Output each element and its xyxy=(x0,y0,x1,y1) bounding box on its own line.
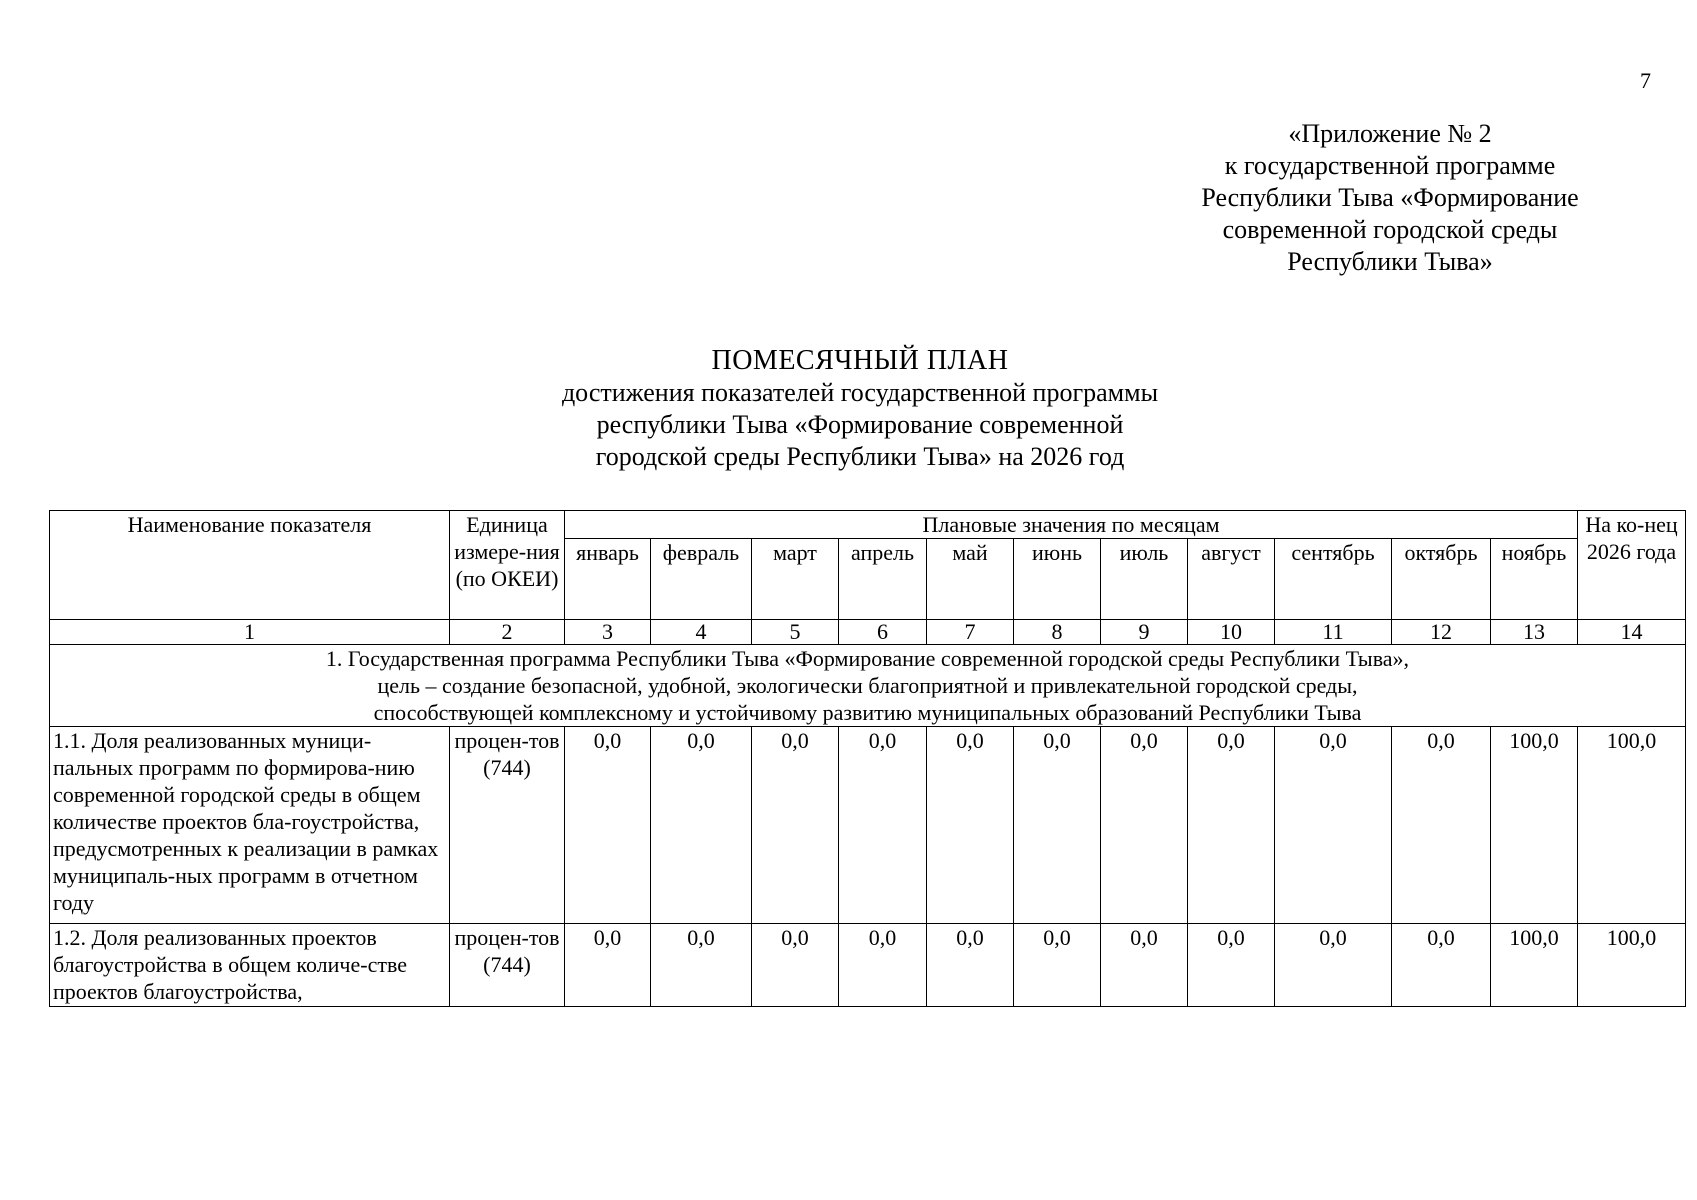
indicator-unit: процен-тов (744) xyxy=(450,727,565,924)
value-cell: 0,0 xyxy=(1392,727,1491,924)
section-line: цель – создание безопасной, удобной, экологически благоприятной и привлекательной городской среды, xyxy=(377,673,1358,698)
column-number: 14 xyxy=(1578,620,1686,645)
subtitle-line: достижения показателей государственной программы xyxy=(561,378,1159,407)
column-number: 8 xyxy=(1014,620,1101,645)
table-row xyxy=(50,727,1686,924)
table-row xyxy=(50,924,1686,1007)
indicator-unit: процен-тов (744) xyxy=(450,924,565,1007)
value-cell: 0,0 xyxy=(1014,924,1101,1007)
subtitle-line: республики Тыва «Формирование современной xyxy=(596,410,1124,439)
value-cell: 0,0 xyxy=(927,924,1014,1007)
subtitle-line: городской среды Республики Тыва» на 2026 год xyxy=(595,442,1125,471)
column-number: 13 xyxy=(1491,620,1578,645)
column-number: 7 xyxy=(927,620,1014,645)
value-cell: 100,0 xyxy=(1578,727,1686,924)
appendix-note xyxy=(1150,118,1630,278)
column-number: 12 xyxy=(1392,620,1491,645)
header-month: март xyxy=(752,539,839,620)
document-title xyxy=(430,345,1290,473)
header-end-of-year: На ко-нец 2026 года xyxy=(1578,511,1686,620)
value-cell: 0,0 xyxy=(839,727,927,924)
header-planned: Плановые значения по месяцам xyxy=(565,511,1578,539)
column-number-row xyxy=(50,620,1686,645)
header-month: июль xyxy=(1101,539,1188,620)
value-cell: 0,0 xyxy=(1188,924,1275,1007)
indicator-name: 1.1. Доля реализованных муници-пальных программ по формирова-нию современной городской среды в общем количестве проектов бла-гоустройства, предусмотренных к реализации в рамках муниципаль-ных программ в отчетном году xyxy=(50,727,450,924)
value-cell: 0,0 xyxy=(1101,924,1188,1007)
page-number: 7 xyxy=(1640,68,1651,93)
header-month: ноябрь xyxy=(1491,539,1578,620)
value-cell: 0,0 xyxy=(1275,727,1392,924)
value-cell: 0,0 xyxy=(565,924,651,1007)
section-heading xyxy=(50,645,1686,727)
appendix-line: современной городской среды xyxy=(1222,215,1558,244)
value-cell: 100,0 xyxy=(1491,727,1578,924)
appendix-line: к государственной программе xyxy=(1224,151,1556,180)
indicator-name: 1.2. Доля реализованных проектов благоустройства в общем количе-стве проектов благоустройства, xyxy=(50,924,450,1007)
monthly-plan-table xyxy=(49,510,1686,1007)
section-line: способствующей комплексному и устойчивому развитию муниципальных образований Республики Тыва xyxy=(373,700,1362,725)
value-cell: 0,0 xyxy=(565,727,651,924)
value-cell: 0,0 xyxy=(651,924,752,1007)
value-cell: 0,0 xyxy=(927,727,1014,924)
header-month: август xyxy=(1188,539,1275,620)
header-month: апрель xyxy=(839,539,927,620)
header-row xyxy=(50,511,1686,539)
column-number: 1 xyxy=(50,620,450,645)
header-month: февраль xyxy=(651,539,752,620)
value-cell: 0,0 xyxy=(651,727,752,924)
header-unit: Единица измере-ния (по ОКЕИ) xyxy=(450,511,565,620)
column-number: 2 xyxy=(450,620,565,645)
column-number: 10 xyxy=(1188,620,1275,645)
appendix-line: «Приложение № 2 xyxy=(1288,119,1492,148)
section-line: 1. Государственная программа Республики Тыва «Формирование современной городской среды Республики Тыва», xyxy=(325,646,1410,671)
value-cell: 0,0 xyxy=(752,924,839,1007)
value-cell: 0,0 xyxy=(752,727,839,924)
column-number: 5 xyxy=(752,620,839,645)
header-name: Наименование показателя xyxy=(50,511,450,620)
value-cell: 0,0 xyxy=(1101,727,1188,924)
column-number: 3 xyxy=(565,620,651,645)
header-month: сентябрь xyxy=(1275,539,1392,620)
column-number: 11 xyxy=(1275,620,1392,645)
section-row xyxy=(50,645,1686,727)
header-month: июнь xyxy=(1014,539,1101,620)
value-cell: 0,0 xyxy=(1014,727,1101,924)
appendix-line: Республики Тыва» xyxy=(1287,247,1493,276)
header-month: январь xyxy=(565,539,651,620)
main-title: ПОМЕСЯЧНЫЙ ПЛАН xyxy=(711,345,1009,376)
column-number: 9 xyxy=(1101,620,1188,645)
value-cell: 0,0 xyxy=(839,924,927,1007)
value-cell: 100,0 xyxy=(1491,924,1578,1007)
header-month: май xyxy=(927,539,1014,620)
value-cell: 0,0 xyxy=(1188,727,1275,924)
column-number: 4 xyxy=(651,620,752,645)
value-cell: 0,0 xyxy=(1275,924,1392,1007)
appendix-line: Республики Тыва «Формирование xyxy=(1201,183,1579,212)
value-cell: 100,0 xyxy=(1578,924,1686,1007)
column-number: 6 xyxy=(839,620,927,645)
header-month: октябрь xyxy=(1392,539,1491,620)
value-cell: 0,0 xyxy=(1392,924,1491,1007)
